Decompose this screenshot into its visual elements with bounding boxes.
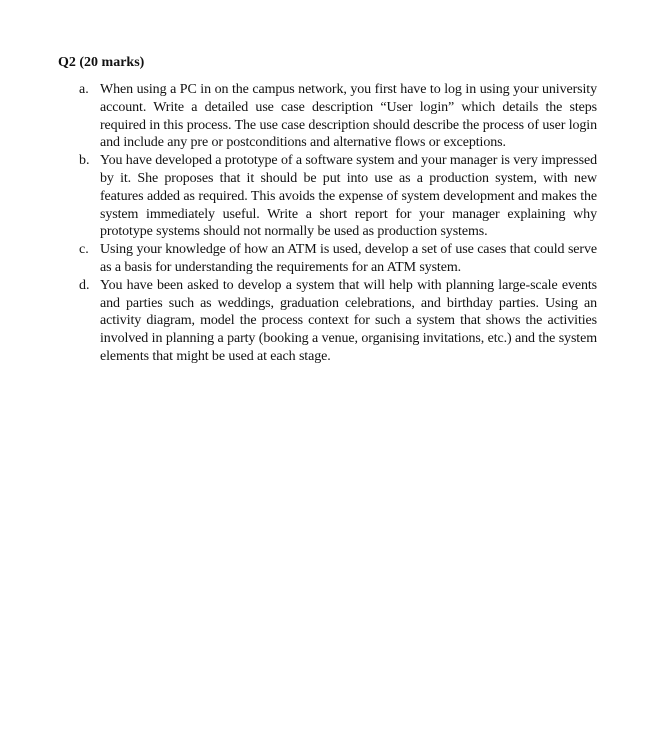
question-item-a xyxy=(0,81,654,152)
question-item-list xyxy=(0,81,654,366)
item-marker: d. xyxy=(79,277,90,293)
item-text: You have been asked to develop a system that will help with planning large-scale events and parties such as weddings, graduation celebrations, and birthday parties. Using an activity diagram, model the process context for such a system that shows the activities involved in planning a party (booking a venue, organising invitations, etc.) and the system elements that might be used at each stage. xyxy=(100,277,597,364)
question-item-d xyxy=(0,277,654,366)
item-marker: c. xyxy=(79,242,89,258)
question-item-c xyxy=(0,241,654,277)
question-heading: Q2 (20 marks) xyxy=(58,55,145,70)
item-text: Using your knowledge of how an ATM is used, develop a set of use cases that could serve as a basis for understanding the requirements for an ATM system. xyxy=(100,242,597,275)
question-item-b xyxy=(0,152,654,241)
item-marker: b. xyxy=(79,153,90,169)
item-marker: a. xyxy=(79,82,89,97)
item-text: When using a PC in on the campus network, you first have to log in using your university account. Write a detailed use case description “User login” which details the steps required in this process. The use case description should describe the process of user login and include any pre or postconditions and alternative flows or exceptions. xyxy=(100,82,597,151)
item-text: You have developed a prototype of a software system and your manager is very impressed by it. She proposes that it should be put into use as a production system, with new features added as required. This avoids the expense of system development and makes the system immediately useful. Write a short report for your manager explaining why prototype systems should not normally be used as production systems. xyxy=(100,153,597,240)
